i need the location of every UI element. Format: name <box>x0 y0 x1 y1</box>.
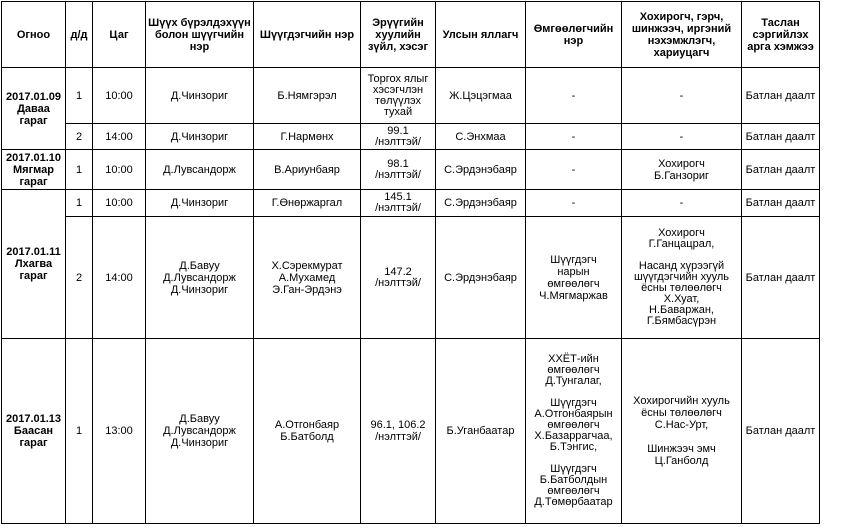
time-cell: 14:00 <box>93 217 146 339</box>
victim-cell: Хохирогчийн хууль ёсны төлөөлөгч С.Нас-Урт, Шинжээч эмч Ц.Ганболд <box>622 339 742 524</box>
num-cell: 1 <box>66 190 93 217</box>
header-row <box>2 2 820 68</box>
victim-cell: - <box>622 190 742 217</box>
date-cell: 2017.01.10 Мягмар гараг <box>2 150 66 190</box>
time-cell: 10:00 <box>93 150 146 190</box>
defender-cell: - <box>526 190 622 217</box>
time-cell: 14:00 <box>93 124 146 150</box>
charge-cell: 96.1, 106.2 /нэлттэй/ <box>361 339 436 524</box>
header-victim: Хохирогч, гэрч, шинжээч, иргэний нэхэмжлэгч, хариуцагч <box>622 2 742 68</box>
defender-cell: ХХЁТ-ийн өмгөөлөгч Д.Тунгалаг, Шүүгдэгч А.Отгонбаярын өмгөөлөгч Х.Базаррагчаа, Б.Тэнгис, Шүүгдэгч Б.Батболдын өмгөөлөгч Д.Төмөрбаатар <box>526 339 622 524</box>
defender-cell: - <box>526 124 622 150</box>
defendant-cell: Г.Нармөнх <box>254 124 361 150</box>
header-defendant: Шүүгдэгчийн нэр <box>254 2 361 68</box>
num-cell: 1 <box>66 150 93 190</box>
charge-cell: 147.2 /нэлттэй/ <box>361 217 436 339</box>
table-row <box>2 124 820 150</box>
table-row <box>2 190 820 217</box>
judges-cell: Д.Бавуу Д.Лувсандорж Д.Чинзориг <box>146 217 254 339</box>
prosecutor-cell: Ж.Цэцэгмаа <box>436 68 526 124</box>
judges-cell: Д.Бавуу Д.Лувсандорж Д.Чинзориг <box>146 339 254 524</box>
measure-cell: Батлан даалт <box>742 339 820 524</box>
measure-cell: Батлан даалт <box>742 150 820 190</box>
prosecutor-cell: С.Эрдэнэбаяр <box>436 217 526 339</box>
table-row <box>2 339 820 524</box>
judges-cell: Д.Чинзориг <box>146 124 254 150</box>
measure-cell: Батлан даалт <box>742 68 820 124</box>
measure-cell: Батлан даалт <box>742 124 820 150</box>
date-cell: 2017.01.13 Баасан гараг <box>2 339 66 524</box>
table-row <box>2 68 820 124</box>
table-row <box>2 217 820 339</box>
defendant-cell: Г.Өнөржаргал <box>254 190 361 217</box>
charge-cell: 145.1 /нэлттэй/ <box>361 190 436 217</box>
court-schedule-table <box>1 1 820 524</box>
defendant-cell: В.Ариунбаяр <box>254 150 361 190</box>
defendant-cell: Х.Сэрекмурат А.Мухамед Э.Ган-Эрдэнэ <box>254 217 361 339</box>
header-num: д/д <box>66 2 93 68</box>
prosecutor-cell: С.Энхмаа <box>436 124 526 150</box>
num-cell: 2 <box>66 217 93 339</box>
prosecutor-cell: С.Эрдэнэбаяр <box>436 190 526 217</box>
time-cell: 10:00 <box>93 190 146 217</box>
defendant-cell: Б.Нямгэрэл <box>254 68 361 124</box>
header-charge: Эрүүгийн хуулийн зүйл, хэсэг <box>361 2 436 68</box>
num-cell: 1 <box>66 339 93 524</box>
charge-cell: 99.1 /нэлттэй/ <box>361 124 436 150</box>
charge-cell: Торгох ялыг хэсэгчлэн төлүүлэх тухай <box>361 68 436 124</box>
header-time: Цаг <box>93 2 146 68</box>
judges-cell: Д.Чинзориг <box>146 68 254 124</box>
measure-cell: Батлан даалт <box>742 190 820 217</box>
header-judges: Шүүх бүрэлдэхүүн болон шүүгчийн нэр <box>146 2 254 68</box>
header-prosecutor: Улсын яллагч <box>436 2 526 68</box>
charge-cell: 98.1 /нэлттэй/ <box>361 150 436 190</box>
date-cell: 2017.01.09 Даваа гараг <box>2 68 66 150</box>
defender-cell: Шүүгдэгч нарын өмгөөлөгч Ч.Мягмаржав <box>526 217 622 339</box>
prosecutor-cell: Б.Уганбаатар <box>436 339 526 524</box>
header-measure: Таслан сэргийлэх арга хэмжээ <box>742 2 820 68</box>
date-cell: 2017.01.11 Лхагва гараг <box>2 190 66 339</box>
measure-cell: Батлан даалт <box>742 217 820 339</box>
header-defender: Өмгөөлөгчийн нэр <box>526 2 622 68</box>
judges-cell: Д.Лувсандорж <box>146 150 254 190</box>
num-cell: 2 <box>66 124 93 150</box>
time-cell: 13:00 <box>93 339 146 524</box>
time-cell: 10:00 <box>93 68 146 124</box>
defender-cell: - <box>526 150 622 190</box>
judges-cell: Д.Чинзориг <box>146 190 254 217</box>
defendant-cell: А.Отгонбаяр Б.Батболд <box>254 339 361 524</box>
defender-cell: - <box>526 68 622 124</box>
victim-cell: Хохирогч Г.Ганцацрал, Насанд хүрээгүй шүүгдэгчийн хууль ёсны төлөөлөгч Х.Хуат, Н.Баваржан, Г.Бямбасүрэн <box>622 217 742 339</box>
victim-cell: - <box>622 68 742 124</box>
prosecutor-cell: С.Эрдэнэбаяр <box>436 150 526 190</box>
num-cell: 1 <box>66 68 93 124</box>
victim-cell: Хохирогч Б.Ганзориг <box>622 150 742 190</box>
victim-cell: - <box>622 124 742 150</box>
header-date: Огноо <box>2 2 66 68</box>
table-row <box>2 150 820 190</box>
